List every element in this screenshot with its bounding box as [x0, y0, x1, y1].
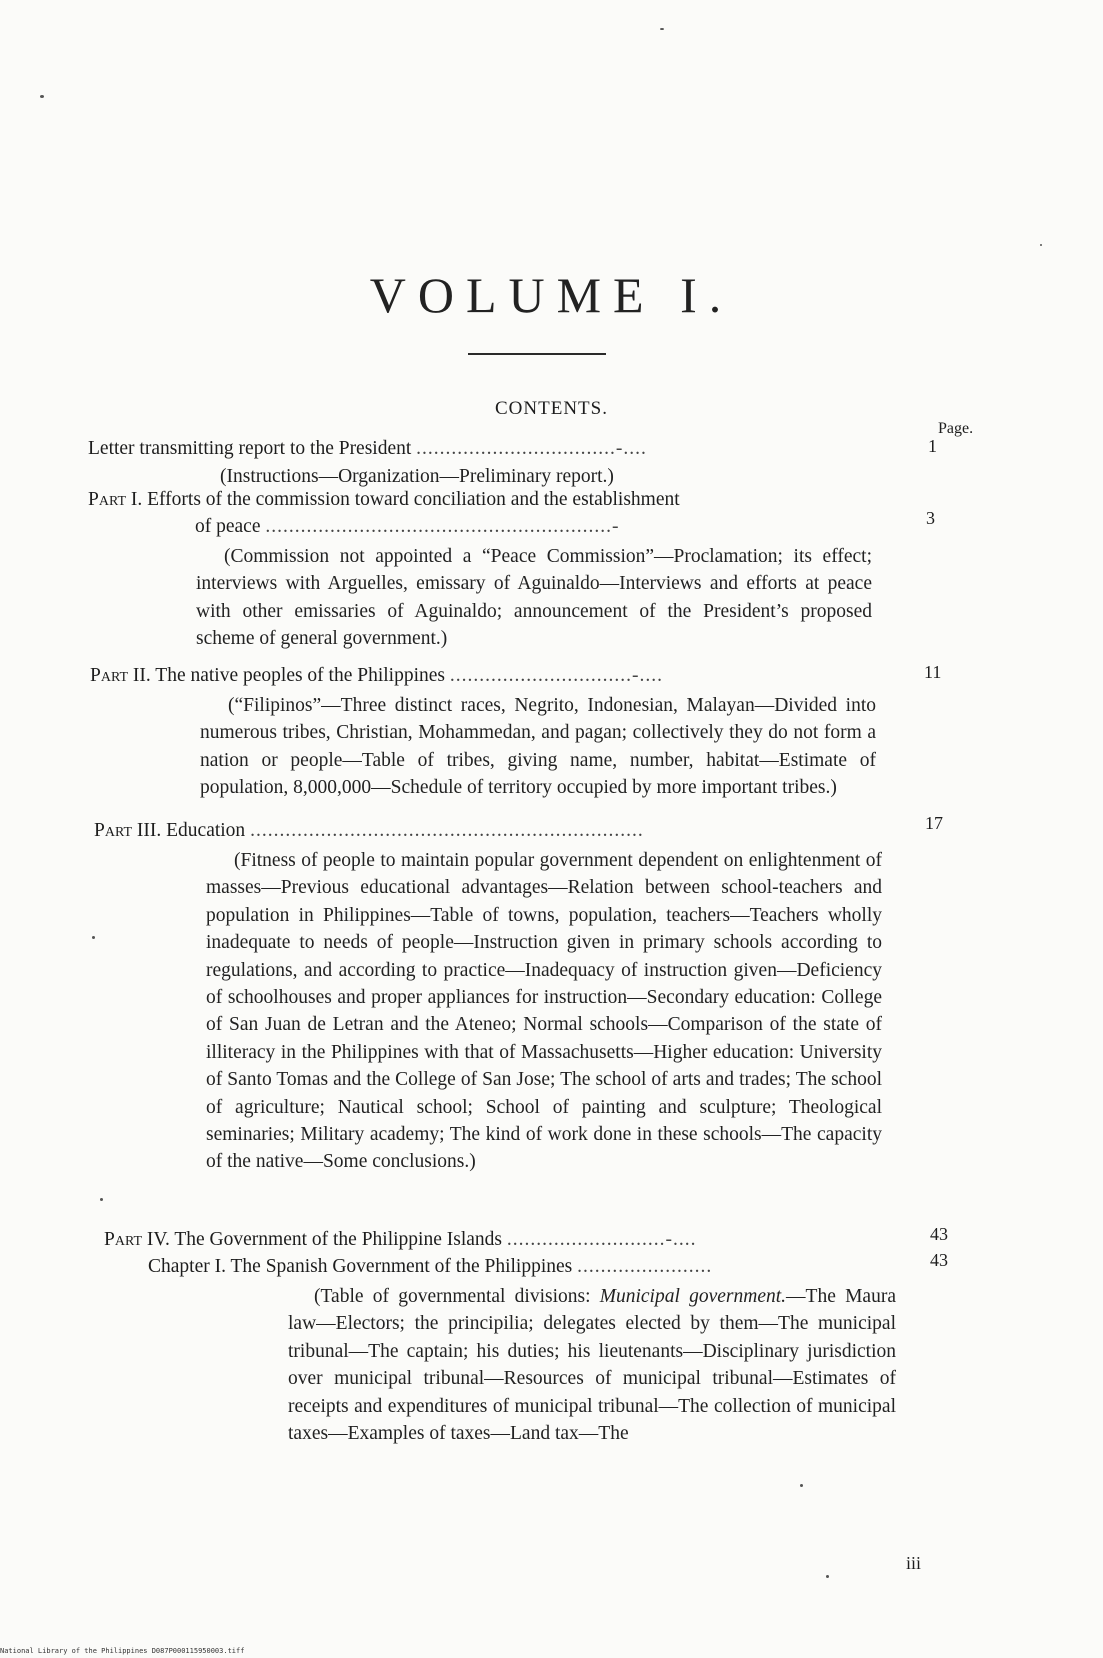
- toc-page-number: 17: [925, 813, 943, 833]
- description-text: (Table of governmental divisions:: [314, 1286, 600, 1307]
- toc-page-number: 43: [930, 1224, 948, 1244]
- toc-entry-part-3[interactable]: [94, 820, 644, 842]
- chapter-label: Chapter I.: [148, 1256, 226, 1277]
- toc-page-number: 43: [930, 1250, 948, 1270]
- toc-entry-label: The Government of the Philippine Islands: [174, 1229, 503, 1250]
- toc-entry-label: Education: [166, 820, 246, 841]
- toc-entry-label: of peace: [195, 516, 261, 537]
- scan-speck: [826, 1575, 829, 1578]
- scan-speck: [800, 1484, 803, 1487]
- toc-page-number: 1: [928, 436, 937, 456]
- scan-speck: [92, 936, 95, 939]
- toc-entry-part-1-cont[interactable]: [195, 516, 620, 538]
- dot-leader: ...................................................................: [250, 820, 644, 841]
- scan-speck: [1040, 244, 1042, 246]
- toc-entry-chapter-1[interactable]: [148, 1256, 712, 1278]
- part-label: Part IV.: [104, 1229, 170, 1250]
- toc-page-number: 11: [924, 662, 942, 682]
- title-rule: [468, 353, 606, 355]
- scan-speck: [100, 1198, 103, 1201]
- scan-speck: [660, 28, 664, 30]
- toc-entry-part-2[interactable]: [90, 665, 663, 687]
- page-column-heading: Page.: [938, 420, 974, 437]
- dot-leader: ...............................-....: [449, 665, 664, 686]
- toc-entry-part-1[interactable]: [88, 489, 680, 511]
- volume-title: VOLUME I.: [369, 267, 734, 323]
- toc-entry-label: The Spanish Government of the Philippines: [230, 1256, 573, 1277]
- scan-speck: [40, 95, 44, 98]
- toc-page-number: 3: [926, 508, 935, 528]
- toc-entry-letter[interactable]: [88, 438, 647, 460]
- toc-entry-description: [288, 1283, 896, 1447]
- description-italic: Municipal government.: [599, 1286, 787, 1307]
- dot-leader: ...........................-....: [506, 1229, 697, 1250]
- toc-entry-label: The native peoples of the Philippines: [155, 665, 446, 686]
- toc-entry-description: (Instructions—Organization—Preliminary report.): [220, 466, 614, 487]
- toc-entry-description: (Commission not appointed a “Peace Commission”—Proclamation; its effect; interviews with Arguelles, emissary of Aguinaldo—Interviews and efforts at peace with other emissaries of Aguinaldo; announcement of the President’s proposed scheme of general government.): [196, 546, 872, 650]
- toc-entry-description: (Fitness of people to maintain popular government dependent on enlightenment of masses—Previous educational advantages—Relation between school-teachers and population in Philippines—Table of towns, population, teachers—Teachers wholly inadequate to needs of people—Instruction given in primary schools according to regulations, and according to practice—Inadequacy of instruction given—Deficiency of schoolhouses and proper appliances for instruction—Secondary education: College of San Juan de Letran and the Ateneo; Normal schools—Comparison of the state of illiteracy in the Philippines with that of Massachusetts—Higher education: University of Santo Tomas and the College of San Jose; The school of arts and trades; The school of agriculture; Nautical school; School of painting and sculpture; Theological seminaries; Military academy; The kind of work done in these schools—The capacity of the native—Some conclusions.): [206, 850, 882, 1173]
- part-label: Part I.: [88, 489, 143, 510]
- part-label: Part II.: [90, 665, 151, 686]
- contents-heading: CONTENTS.: [495, 398, 608, 419]
- dot-leader: .......................: [577, 1256, 713, 1277]
- toc-entry-part-4[interactable]: [104, 1229, 697, 1251]
- toc-entry-label: Letter transmitting report to the President: [88, 438, 412, 459]
- toc-entry-description: (“Filipinos”—Three distinct races, Negrito, Indonesian, Malayan—Divided into numerous tribes, Christian, Mohammedan, and pagan; collectively they do not form a nation or people—Table of tribes, giving name, number, habitat—Estimate of population, 8,000,000—Schedule of territory occupied by more important tribes.): [200, 695, 876, 799]
- page-folio: iii: [906, 1553, 922, 1573]
- description-text: —The Maura law—Electors; the principilia; delegates elected by them—The municipal tribunal—The captain; his duties; his lieutenants—Disciplinary jurisdiction over municipal tribunal—Resources of municipal tribunal—Estimates of receipts and expenditures of municipal tribunal—The collection of municipal taxes—Examples of taxes—Land tax—The: [288, 1286, 896, 1445]
- part-label: Part III.: [94, 820, 162, 841]
- toc-entry-label: Efforts of the commission toward conciliation and the establishment: [147, 489, 680, 510]
- dot-leader: ..................................-....: [416, 438, 647, 459]
- dot-leader: ...........................................................-: [265, 516, 620, 537]
- scan-footer: National Library of the Philippines D087P000115950003.tiff: [0, 1647, 245, 1655]
